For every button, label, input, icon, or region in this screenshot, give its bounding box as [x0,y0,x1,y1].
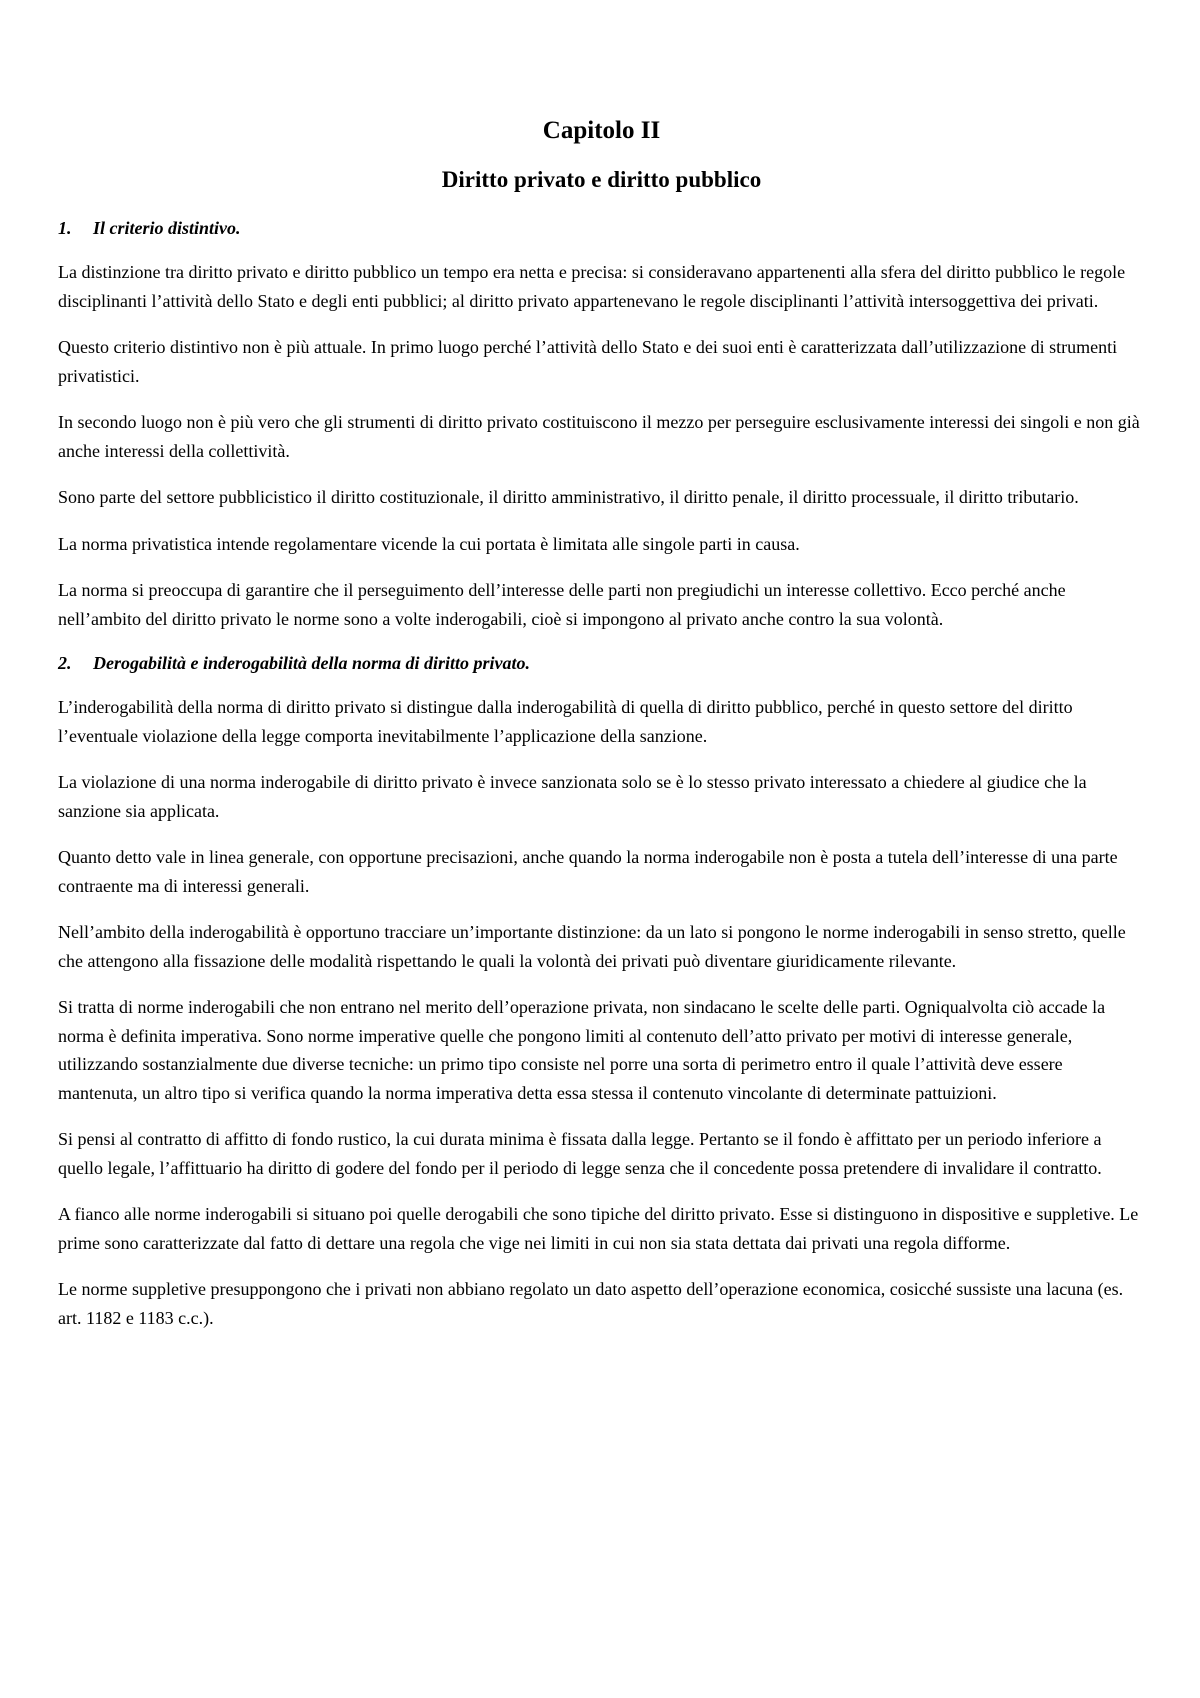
section-number: 1. [58,218,72,238]
paragraph: Questo criterio distintivo non è più attuale. In primo luogo perché l’attività dello Stato e dei suoi enti è caratterizzata dall’utilizzazione di strumenti privatistici. [58,337,1118,386]
paragraph: La distinzione tra diritto privato e diritto pubblico un tempo era netta e precisa: si consideravano appartenenti alla sfera del diritto pubblico le regole disciplinanti l’attività dello Stato e degli enti pubblici; al diritto privato appartenevano le regole disciplinanti l’attività intersoggettiva dei privati. [58,262,1126,311]
paragraph: Sono parte del settore pubblicistico il diritto costituzionale, il diritto amministrativo, il diritto penale, il diritto processuale, il diritto tributario. [58,487,1079,507]
paragraph: Si pensi al contratto di affitto di fondo rustico, la cui durata minima è fissata dalla legge. Pertanto se il fondo è affittato per un periodo inferiore a quello legale, l’affittuario ha diritto di godere del fondo per il periodo di legge senza che il concedente possa pretendere di invalidare il contratto. [58,1129,1102,1178]
paragraph: Quanto detto vale in linea generale, con opportune precisazioni, anche quando la norma inderogabile non è posta a tutela dell’interesse di una parte contraente ma di interessi generali. [58,847,1118,896]
section-heading [58,216,1145,240]
paragraph: In secondo luogo non è più vero che gli strumenti di diritto privato costituiscono il mezzo per perseguire esclusivamente interessi dei singoli e non già anche interessi della collettività. [58,412,1140,461]
section-title: Derogabilità e inderogabilità della norma di diritto privato. [93,653,531,673]
paragraph: Nell’ambito della inderogabilità è opportuno tracciare un’importante distinzione: da un lato si pongono le norme inderogabili in senso stretto, quelle che attengono alla fissazione delle modalità rispettando le quali la volontà dei privati può diventare giuridicamente rilevante. [58,922,1126,971]
section-title: Il criterio distintivo. [93,218,241,238]
paragraph: La norma privatistica intende regolamentare vicende la cui portata è limitata alle singole parti in causa. [58,533,800,554]
paragraph: La violazione di una norma inderogabile di diritto privato è invece sanzionata solo se è lo stesso privato interessato a chiedere al giudice che la sanzione sia applicata. [58,772,1087,821]
chapter-title: Capitolo II [542,117,661,144]
section-number: 2. [58,653,72,673]
paragraph: Le norme suppletive presuppongono che i privati non abbiano regolato un dato aspetto dell’operazione economica, cosicché sussiste una lacuna (es. art. 1182 e 1183 c.c.). [58,1279,1124,1328]
paragraph: L’inderogabilità della norma di diritto privato si distingue dalla inderogabilità di quella di diritto pubblico, perché in questo settore del diritto l’eventuale violazione della legge comporta inevitabilmente l’applicazione della sanzione. [58,697,1073,746]
paragraph: A fianco alle norme inderogabili si situano poi quelle derogabili che sono tipiche del diritto privato. Esse si distinguono in dispositive e suppletive. Le prime sono caratterizzate dal fatto di dettare una regola che vige nei limiti in cui non sia stata dettata dai privati una regola difforme. [58,1204,1139,1253]
paragraph: La norma si preoccupa di garantire che il perseguimento dell’interesse delle parti non pregiudichi un interesse collettivo. Ecco perché anche nell’ambito del diritto privato le norme sono a volte inderogabili, cioè si impongono al privato anche contro la sua volontà. [58,580,1066,629]
section-heading [58,651,1145,675]
paragraph: Si tratta di norme inderogabili che non entrano nel merito dell’operazione privata, non sindacano le scelte delle parti. Ogniqualvolta ciò accade la norma è definita imperativa. Sono norme imperative quelle che pongono limiti al contenuto dell’atto privato per motivi di interesse generale, utilizzando sostanzialmente due diverse tecniche: un primo tipo consiste nel porre una sorta di perimetro entro il quale l’attività deve essere mantenuta, un altro tipo si verifica quando la norma imperativa detta essa stessa il contenuto vincolante di determinate pattuizioni. [58,997,1106,1103]
section-1 [58,216,1145,633]
chapter-subtitle: Diritto privato e diritto pubblico [441,167,762,192]
section-2 [58,651,1145,1332]
